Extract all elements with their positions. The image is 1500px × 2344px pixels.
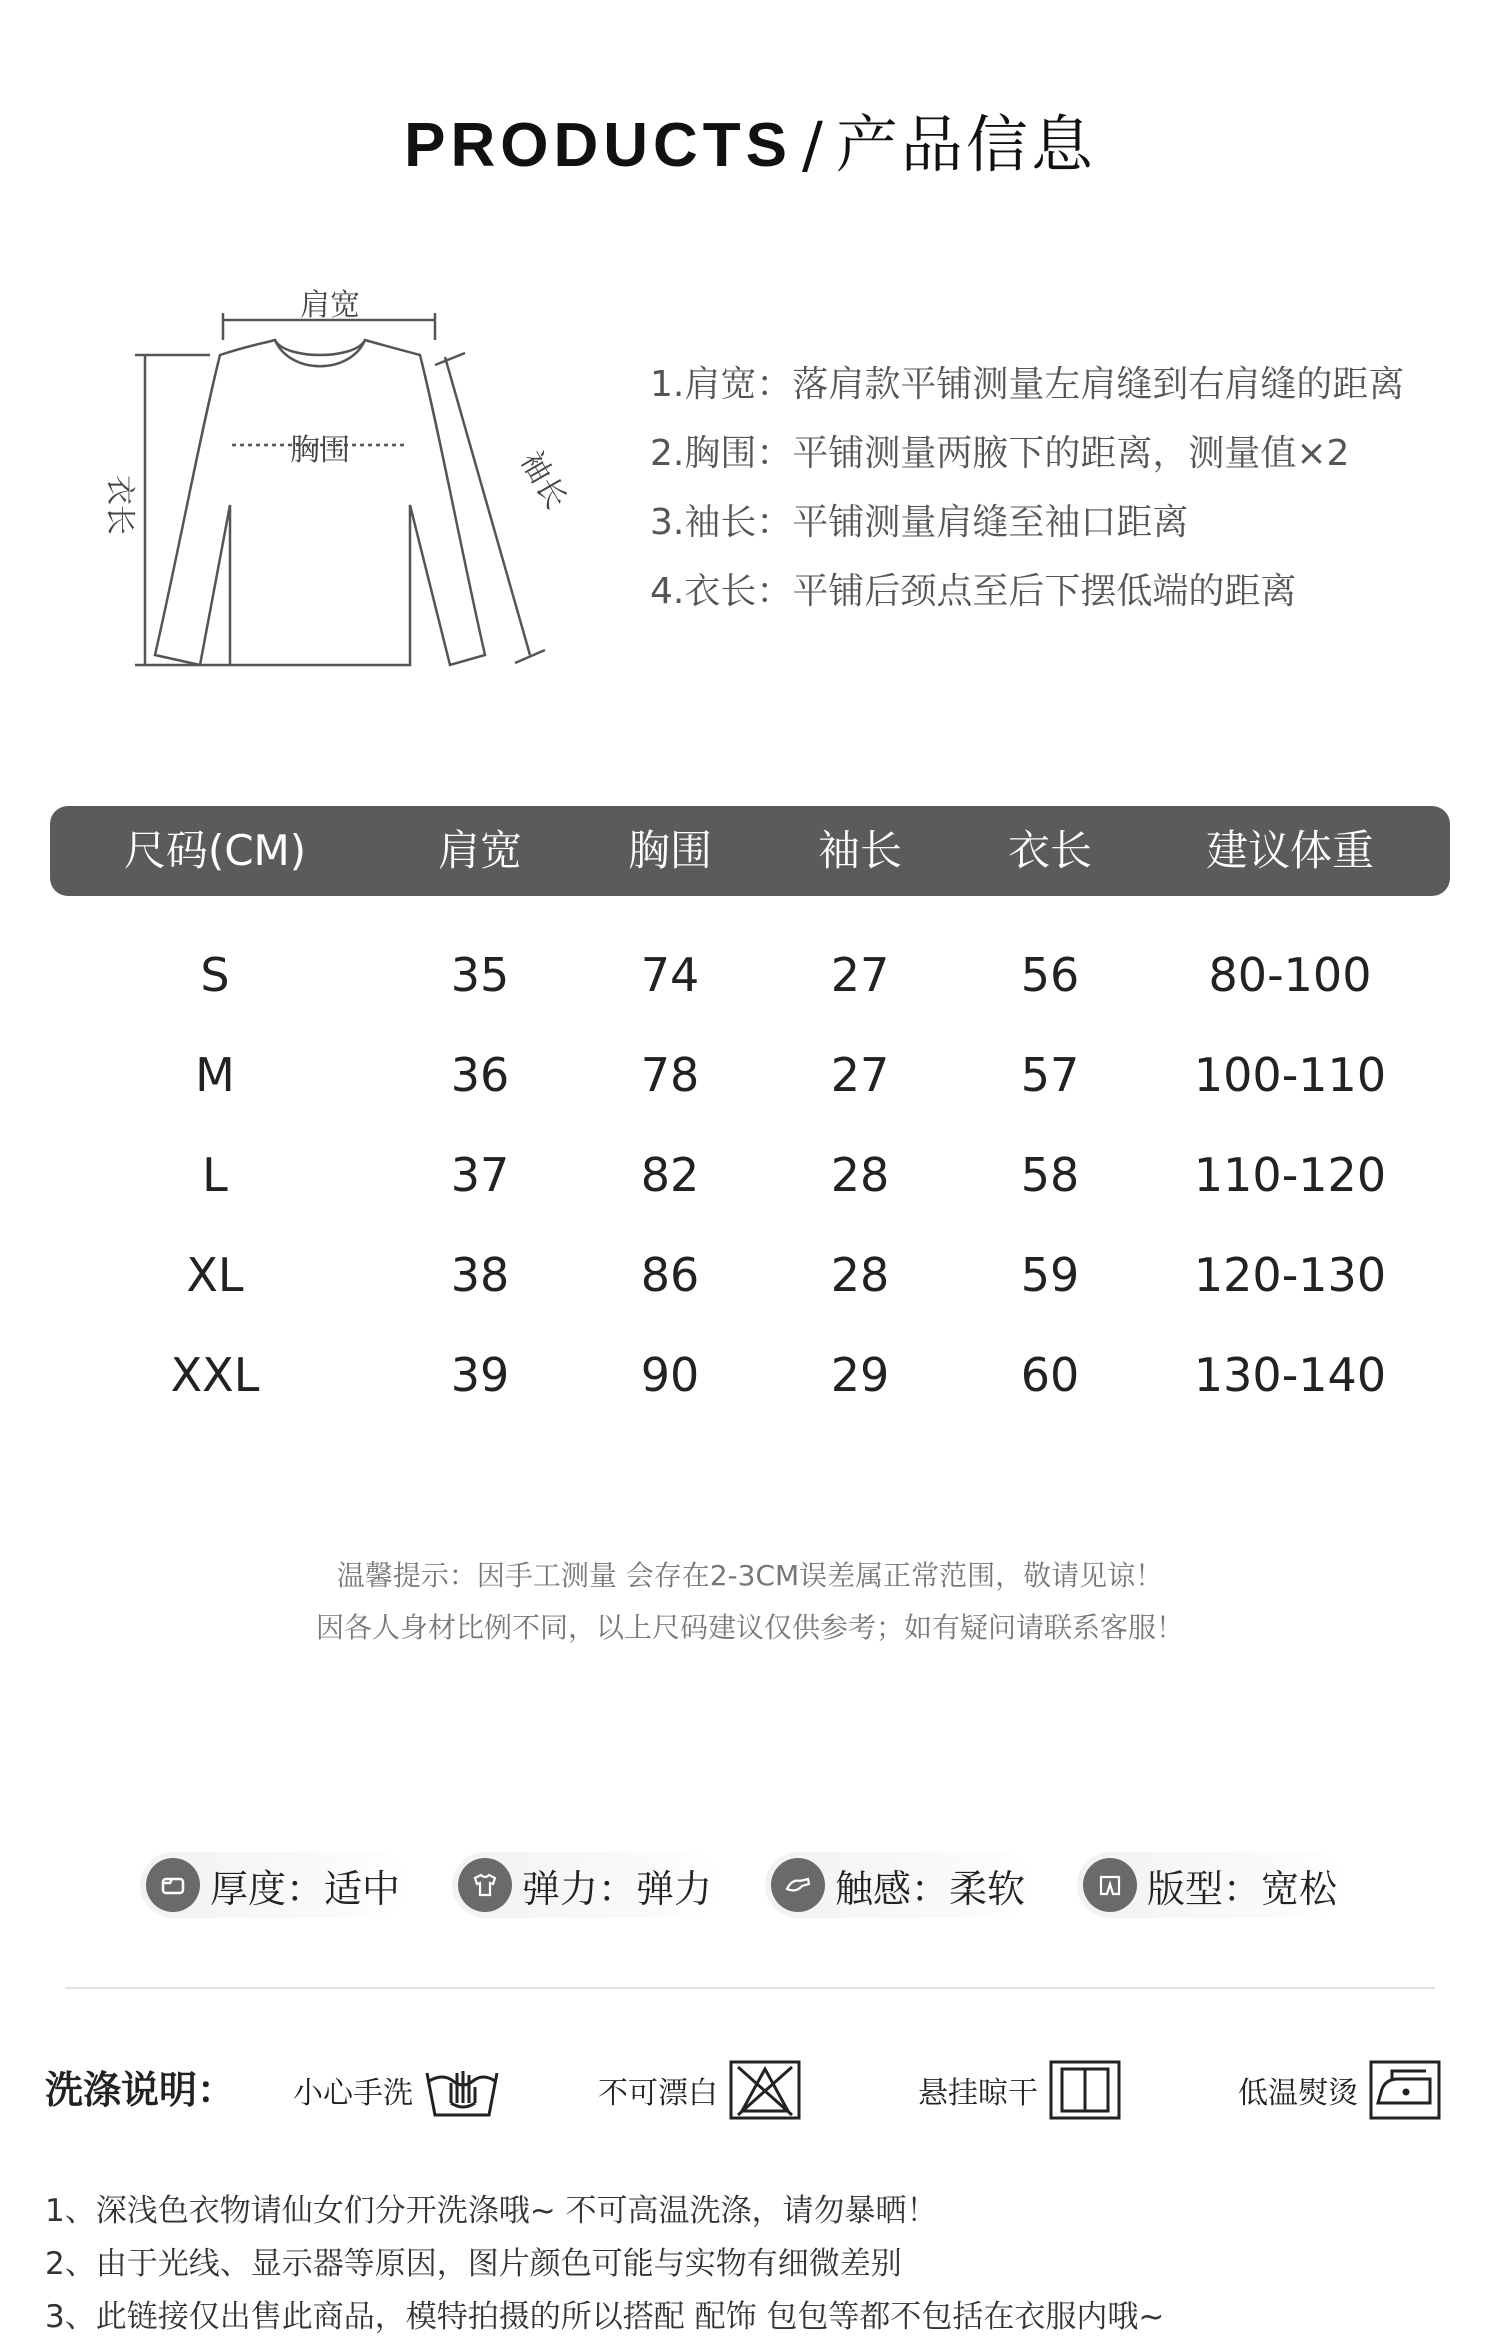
header-sleeve: 袖长 [817,826,902,875]
cell-size: M [195,1048,235,1102]
attr-elasticity [452,1852,722,1918]
table-row [50,1325,1450,1425]
notice-line: 温馨提示：因手工测量 会存在2-3CM误差属正常范围，敬请见谅！ [336,1559,1164,1592]
header-length: 衣长 [1007,826,1092,875]
measurement-notice [0,1550,1500,1654]
cell-sleeve: 27 [830,948,890,1002]
cell-chest: 90 [640,1348,700,1402]
fit-icon [1083,1858,1137,1912]
cell-weight: 130-140 [1193,1348,1387,1402]
product-attributes [140,1852,1400,1918]
measurement-descriptions [650,350,1490,626]
attr-fit [1077,1852,1347,1918]
shirt-diagram-svg [90,285,590,705]
cell-length: 60 [1020,1348,1080,1402]
thickness-icon [146,1858,200,1912]
title-en: PRODUCTS [404,111,792,180]
wash-label: 小心手洗 [293,2076,413,2111]
desc-length: 4.衣长：平铺后颈点至后下摆低端的距离 [650,571,1297,612]
sleeve-label: 袖长 [513,445,574,515]
attr-touch [765,1852,1035,1918]
cell-sleeve: 29 [830,1348,890,1402]
desc-shoulder: 1.肩宽：落肩款平铺测量左肩缝到右肩缝的距离 [650,364,1405,405]
cell-shoulder: 36 [450,1048,510,1102]
note-line: 1、深浅色衣物请仙女们分开洗涤哦~ 不可高温洗涤，请勿暴晒！ [45,2193,938,2229]
table-row [50,1225,1450,1325]
header-weight: 建议体重 [1205,826,1374,875]
attr-touch-label: 触感：柔软 [835,1866,1026,1911]
attr-thickness-label: 厚度：适中 [210,1866,401,1911]
wash-label: 不可漂白 [598,2076,718,2111]
header-shoulder: 肩宽 [437,826,522,875]
cell-weight: 80-100 [1208,948,1372,1002]
cell-weight: 100-110 [1193,1048,1387,1102]
washing-instructions [45,2055,1465,2125]
low-iron-icon [1368,2059,1442,2121]
hang-dry-icon [1048,2059,1122,2121]
cell-size: S [200,948,230,1002]
no-bleach-icon [728,2059,802,2121]
note-line: 3、此链接仅出售此商品，模特拍摄的所以搭配 配饰 包包等都不包括在衣服内哦~ [45,2299,1165,2335]
wash-label: 悬挂晾干 [918,2076,1038,2111]
elasticity-icon [458,1858,512,1912]
cell-shoulder: 38 [450,1248,510,1302]
table-row [50,1025,1450,1125]
title-cn: 产品信息 [835,108,1096,181]
hand-wash-icon [423,2059,501,2121]
desc-chest: 2.胸围：平铺测量两腋下的距离，测量值×2 [650,433,1350,474]
chest-label: 胸围 [290,433,350,468]
cell-sleeve: 28 [830,1248,890,1302]
shirt-outline [155,340,485,665]
cell-chest: 82 [640,1148,700,1202]
title-slash: / [802,108,826,181]
wash-item-hang-dry [918,2055,1122,2125]
cell-weight: 110-120 [1193,1148,1387,1202]
wash-item-no-bleach [598,2055,802,2125]
care-notes [45,2185,1465,2344]
note-line: 2、由于光线、显示器等原因，图片颜色可能与实物有细微差别 [45,2246,902,2282]
table-row [50,925,1450,1025]
header-size: 尺码(CM) [123,826,307,875]
washing-heading: 洗涤说明： [45,2068,236,2112]
length-label: 衣长 [102,475,137,535]
cell-sleeve: 27 [830,1048,890,1102]
shoulder-label: 肩宽 [300,288,360,323]
cell-length: 57 [1020,1048,1080,1102]
wash-item-low-iron [1238,2055,1442,2125]
notice-line: 因各人身材比例不同，以上尺码建议仅供参考；如有疑问请联系客服！ [315,1611,1184,1644]
cell-size: XXL [170,1348,260,1402]
cell-length: 59 [1020,1248,1080,1302]
cell-sleeve: 28 [830,1148,890,1202]
cell-shoulder: 35 [450,948,510,1002]
wash-item-hand-wash [293,2055,501,2125]
touch-icon [771,1858,825,1912]
attr-elasticity-label: 弹力：弹力 [522,1866,713,1911]
cell-size: XL [186,1248,244,1302]
attr-fit-label: 版型：宽松 [1147,1866,1338,1911]
table-row [50,1125,1450,1225]
cell-length: 56 [1020,948,1080,1002]
cell-chest: 74 [640,948,700,1002]
desc-sleeve: 3.袖长：平铺测量肩缝至袖口距离 [650,502,1189,543]
cell-chest: 86 [640,1248,700,1302]
cell-shoulder: 37 [450,1148,510,1202]
size-table-header [50,806,1450,896]
divider [65,1987,1435,1989]
cell-length: 58 [1020,1148,1080,1202]
measurement-diagram [90,285,590,705]
attr-thickness [140,1852,410,1918]
wash-label: 低温熨烫 [1238,2076,1358,2111]
shirt-collar [275,340,365,355]
cell-chest: 78 [640,1048,700,1102]
cell-size: L [202,1148,228,1202]
page-title [0,95,1500,184]
cell-shoulder: 39 [450,1348,510,1402]
cell-weight: 120-130 [1193,1248,1387,1302]
header-chest: 胸围 [627,826,712,875]
